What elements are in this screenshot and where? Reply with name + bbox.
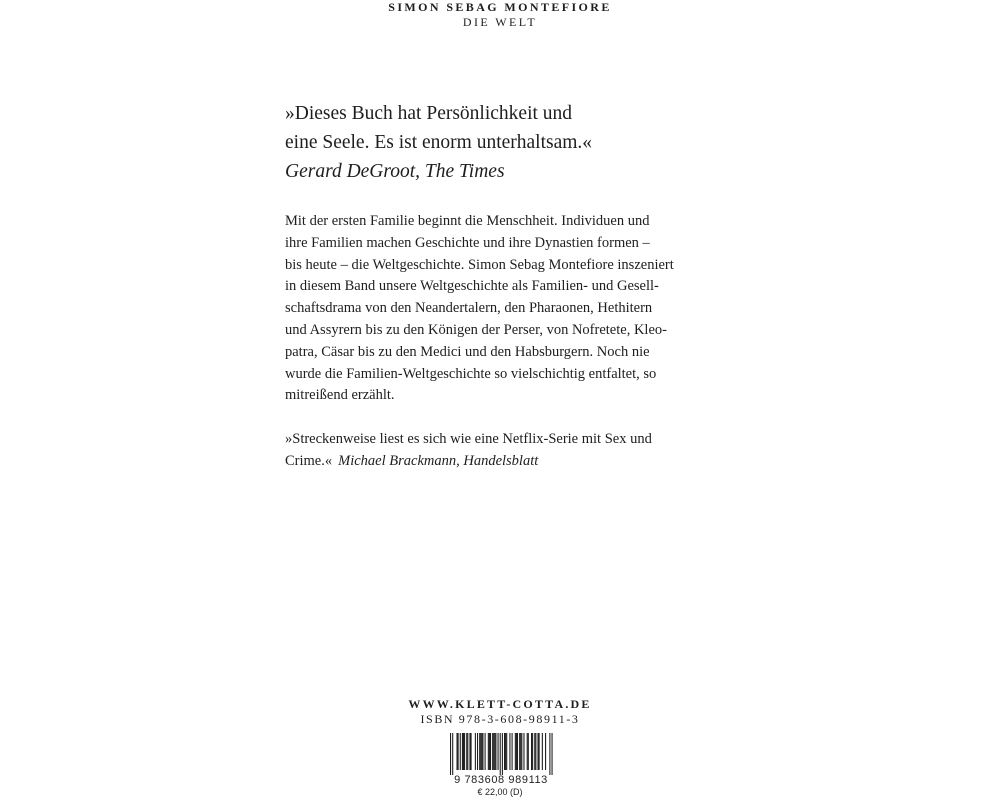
blurb-line: bis heute – die Weltgeschichte. Simon Sebag Montefiore inszeniert (285, 256, 674, 273)
barcode-bar (462, 733, 463, 770)
blurb-text (285, 211, 725, 407)
barcode-bar (495, 733, 496, 770)
barcode-bar (489, 733, 490, 770)
barcode-bar (537, 733, 538, 770)
lead-quote-source: Gerard DeGroot, The Times (285, 161, 505, 182)
barcode-bar (539, 733, 540, 770)
second-quote-source: Michael Brackmann, Handelsblatt (338, 452, 539, 469)
barcode-bar (509, 733, 510, 770)
barcode-bar (456, 733, 457, 770)
publisher-url: WWW.KLETT-COTTA.DE (408, 697, 592, 711)
barcode-digits: 9 783608 989113 (454, 774, 548, 785)
lead-quote-line: eine Seele. Es ist enorm unterhaltsam.« (285, 132, 593, 153)
barcode-bar (531, 733, 532, 770)
barcode-bar (500, 733, 501, 775)
barcode-bar (452, 733, 453, 775)
barcode-bar (504, 733, 505, 770)
blurb-line: ihre Familien machen Geschichte und ihre Dynastien formen – (285, 234, 650, 251)
barcode-bar (488, 733, 489, 770)
barcode-bar (469, 733, 470, 770)
blurb-line: Mit der ersten Familie beginnt die Menschheit. Individuen und (285, 213, 650, 229)
second-quote-text: Crime.« (285, 452, 333, 469)
barcode (440, 733, 562, 785)
barcode-bar (535, 733, 536, 770)
barcode-bar (481, 733, 482, 770)
barcode-bar (521, 733, 522, 770)
barcode-bar (515, 733, 516, 770)
lead-quote (285, 99, 725, 186)
barcode-bar (477, 733, 478, 770)
barcode-bar (516, 733, 517, 770)
barcode-bar (490, 733, 491, 770)
second-quote (285, 429, 725, 473)
blurb-line: mitreißend erzählt. (285, 387, 395, 404)
barcode-bar (494, 733, 495, 770)
barcode-bar (450, 733, 451, 775)
barcode-bar (545, 733, 546, 770)
barcode-bar (467, 733, 468, 770)
blurb-line: wurde die Familien-Weltgeschichte so vielschichtig entfaltet, so (285, 365, 657, 382)
blurb-line: und Assyrern bis zu den Königen der Perser, von Nofretete, Kleo- (285, 321, 667, 338)
barcode-bar (475, 733, 476, 770)
second-quote-line-2 (285, 451, 725, 473)
barcode-bar (466, 733, 467, 770)
barcode-bar (498, 733, 499, 770)
barcode-bar (534, 733, 535, 770)
barcode-bar (520, 733, 521, 770)
barcode-bar (505, 733, 506, 770)
barcode-bar (471, 733, 472, 770)
barcode-bar (485, 733, 486, 770)
spine-title: DIE WELT (462, 15, 538, 29)
second-quote-line: »Streckenweise liest es sich wie eine Netflix-Serie mit Sex und (285, 431, 652, 447)
isbn-number: ISBN 978-3-608-98911-3 (420, 712, 580, 726)
barcode-bar (523, 733, 524, 770)
price: € 22,00 (D) (477, 787, 523, 797)
spine-author: SIMON SEBAG MONTEFIORE (388, 0, 612, 14)
barcode-bar (517, 733, 518, 770)
barcode-bar (460, 733, 461, 770)
barcode-bar (519, 733, 520, 770)
barcode-bar (464, 733, 465, 770)
blurb-line: schaftsdrama von den Neandertalern, den Pharaonen, Hethitern (285, 300, 653, 317)
barcode-bar (492, 733, 493, 770)
blurb-line: patra, Cäsar bis zu den Medici und den Habsburgern. Noch nie (285, 343, 650, 360)
barcode-bar (458, 733, 459, 770)
blurb-line: in diesem Band unsere Weltgeschichte als Familien- und Gesell- (285, 278, 659, 295)
barcode-bar (532, 733, 533, 770)
barcode-bar (512, 733, 513, 770)
barcode-bar (528, 733, 529, 770)
barcode-bar (549, 733, 550, 775)
barcode-bar (480, 733, 481, 770)
barcode-bar (479, 733, 480, 770)
barcode-bar (493, 733, 494, 770)
barcode-bar (463, 733, 464, 770)
barcode-bar (552, 733, 553, 775)
barcode-bar (482, 733, 483, 770)
lead-quote-line: »Dieses Buch hat Persönlichkeit und (285, 103, 573, 124)
barcode-bar (502, 733, 503, 775)
barcode-bars (450, 733, 553, 775)
barcode-bar (506, 733, 507, 770)
barcode-bar (542, 733, 543, 770)
barcode-bar (527, 733, 528, 770)
